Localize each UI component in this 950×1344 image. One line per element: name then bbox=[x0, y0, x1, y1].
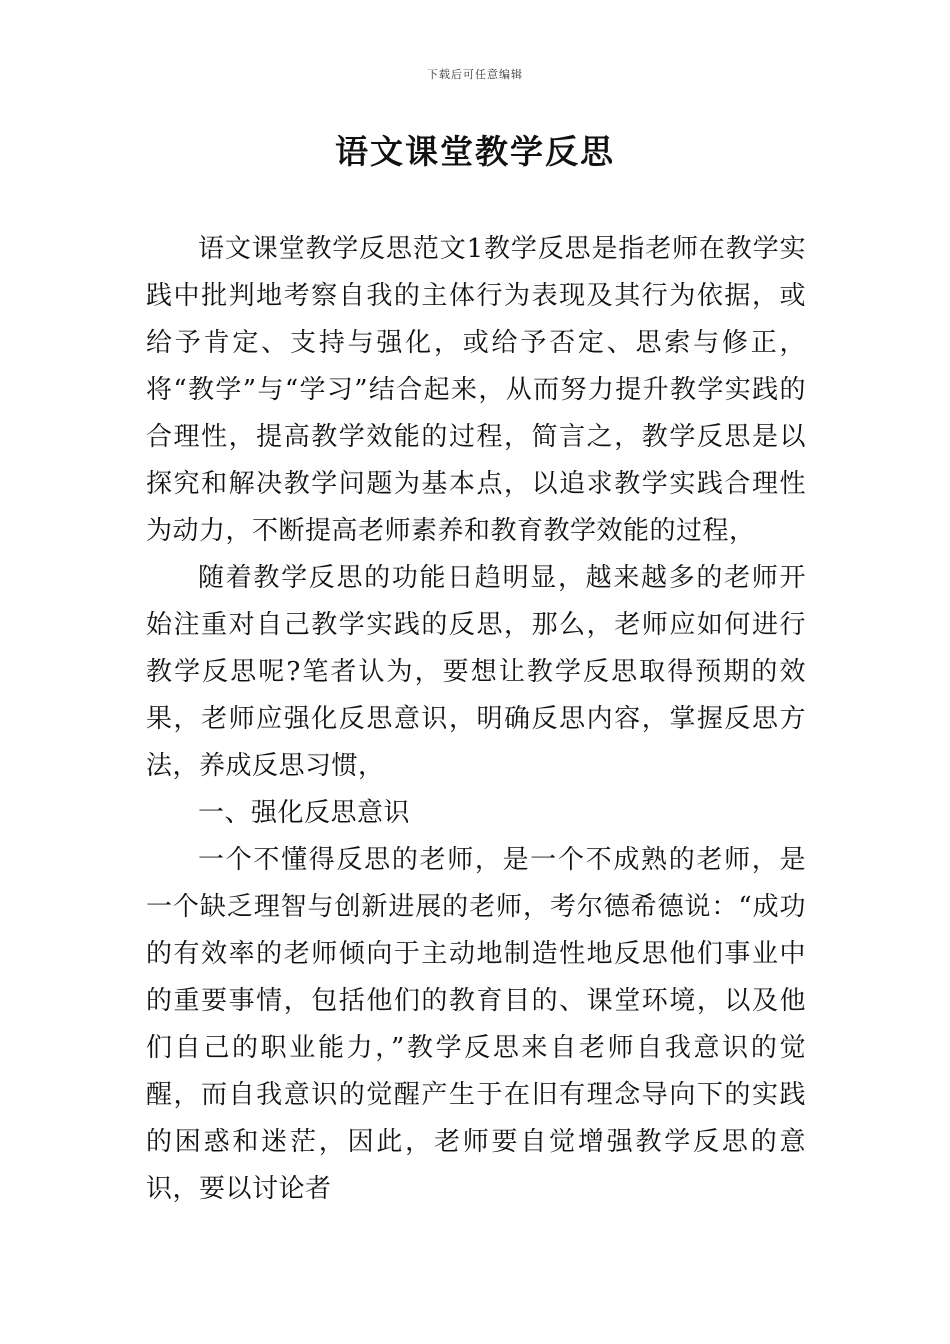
document-title: 语文课堂教学反思 bbox=[335, 132, 615, 171]
section-heading: 一、强化反思意识 bbox=[198, 798, 411, 828]
paragraph: 随着教学反思的功能日趋明显，越来越多的老师开始注重对自己教学实践的反思，那么，老师应如何进行教学反思呢?笔者认为，要想让教学反思取得预期的效果，老师应强化反思意识，明确反思内容，掌握反思方法，养成反思习惯， bbox=[146, 563, 806, 781]
header-note: 下载后可任意编辑 bbox=[427, 68, 523, 81]
paragraph: 一个不懂得反思的老师，是一个不成熟的老师，是一个缺乏理智与创新进展的老师，考尔德希德说：“成功的有效率的老师倾向于主动地制造性地反思他们事业中的重要事情，包括他们的教育目的、课堂环境，以及他们自己的职业能力，”教学反思来自老师自我意识的觉醒，而自我意识的觉醒产生于在旧有理念导向下的实践的困惑和迷茫，因此，老师要自觉增强教学反思的意识，要以讨论者 bbox=[146, 845, 806, 1204]
document-body bbox=[146, 226, 806, 1213]
paragraph: 语文课堂教学反思范文1教学反思是指老师在教学实践中批判地考察自我的主体行为表现及其行为依据，或给予肯定、支持与强化，或给予否定、思索与修正，将“教学”与“学习”结合起来，从而努力提升教学实践的合理性，提高教学效能的过程，简言之，教学反思是以探究和解决教学问题为基本点，以追求教学实践合理性为动力，不断提高老师素养和教育教学效能的过程， bbox=[146, 234, 806, 546]
